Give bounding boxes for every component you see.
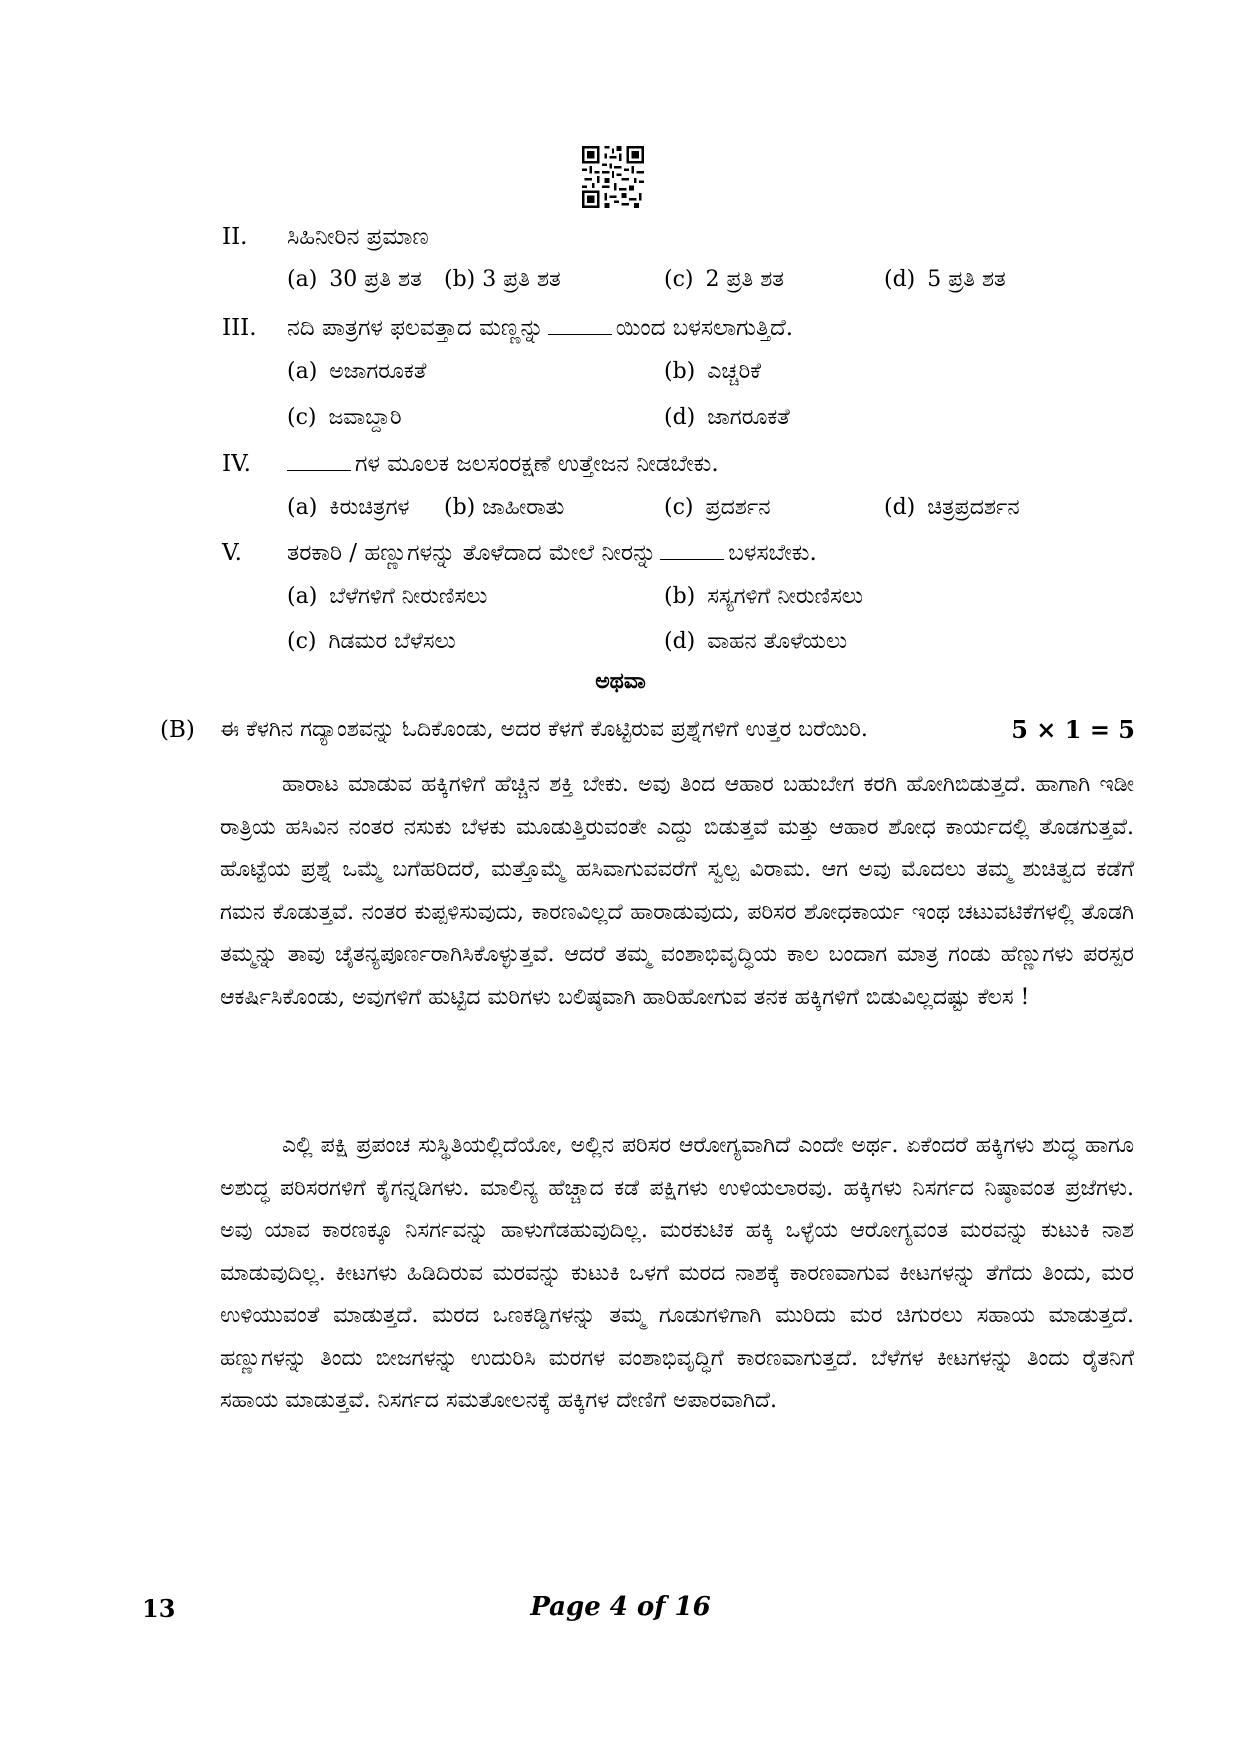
- section-b-instruction: ಈ ಕೆಳಗಿನ ಗದ್ಯಾಂಶವನ್ನು ಓದಿಕೊಂಡು, ಅದರ ಕೆಳಗೆ ಕೊಟ್ಟಿರುವ ಪ್ರಶ್ನೆಗಳಿಗೆ ಉತ್ತರ ಬರೆಯಿರಿ.: [220, 717, 868, 742]
- option-b: (b) ಜಾಹೀರಾತು: [444, 495, 565, 520]
- option-d: (d) ವಾಹನ ತೊಳೆಯಲು: [664, 629, 848, 654]
- option-a: (a) ಅಜಾಗರೂಕತೆ: [287, 359, 427, 384]
- option-d: (d) ಚಿತ್ರಪ್ರದರ್ಶನ: [884, 495, 1020, 520]
- option-a: (a) ಬೆಳೆಗಳಿಗೆ ನೀರುಣಿಸಲು: [287, 584, 488, 609]
- option-a: (a) ಕಿರುಚಿತ್ರಗಳ: [287, 495, 410, 520]
- option-d: (d) 5 ಪ್ರತಿ ಶತ: [884, 267, 1006, 292]
- option-d: (d) ಜಾಗರೂಕತೆ: [664, 405, 790, 430]
- question-stem: ನದಿ ಪಾತ್ರಗಳ ಫಲವತ್ತಾದ ಮಣ್ಣನ್ನು ಯಿಂದ ಬಳಸಲಾಗುತ್ತಿದೆ.: [287, 315, 794, 341]
- paper-code: 13: [142, 1594, 176, 1623]
- question-number: V.: [222, 540, 242, 566]
- answer-blank: [287, 450, 351, 471]
- section-b-label: (B): [160, 717, 195, 743]
- question-stem: ಗಳ ಮೂಲಕ ಜಲಸಂರಕ್ಷಣೆ ಉತ್ತೇಜನ ನೀಡಬೇಕು.: [287, 449, 719, 479]
- option-c: (c) ಗಿಡಮರ ಬೆಳೆಸಲು: [287, 629, 456, 654]
- or-separator: ಅಥವಾ: [595, 668, 646, 694]
- qr-code: [582, 146, 644, 208]
- question-number: II.: [222, 224, 248, 250]
- question-stem: ತರಕಾರಿ / ಹಣ್ಣುಗಳನ್ನು ತೊಳೆದಾದ ಮೇಲೆ ನೀರನ್ನು ಬಳಸಬೇಕು.: [287, 540, 817, 566]
- question-number: IV.: [222, 451, 251, 477]
- section-b-marks: 5 × 1 = 5: [1011, 715, 1135, 744]
- passage-paragraph-2: ಎಲ್ಲಿ ಪಕ್ಷಿ ಪ್ರಪಂಚ ಸುಸ್ಥಿತಿಯಲ್ಲಿದೆಯೋ, ಅಲ್ಲಿನ ಪರಿಸರ ಆರೋಗ್ಯವಾಗಿದೆ ಎಂದೇ ಅರ್ಥ. ಏಕೆಂದರೆ ಹಕ್ಕಿಗಳು ಶುದ್ಧ ಹಾಗೂ ಅಶುದ್ಧ ಪರಿಸರಗಳಿಗೆ ಕೈಗನ್ನಡಿಗಳು. ಮಾಲಿನ್ಯ ಹೆಚ್ಚಾದ ಕಡೆ ಪಕ್ಷಿಗಳು ಉಳಿಯಲಾರವು. ಹಕ್ಕಿಗಳು ನಿಸರ್ಗದ ನಿಷ್ಠಾವಂತ ಪ್ರಜೆಗಳು. ಅವು ಯಾವ ಕಾರಣಕ್ಕೂ ನಿಸರ್ಗವನ್ನು ಹಾಳುಗೆಡಹುವುದಿಲ್ಲ. ಮರಕುಟಿಕ ಹಕ್ಕಿ ಒಳ್ಳೆಯ ಆರೋಗ್ಯವಂತ ಮರವನ್ನು ಕುಟುಕಿ ನಾಶ ಮಾಡುವುದಿಲ್ಲ. ಕೀಟಗಳು ಹಿಡಿದಿರುವ ಮರವನ್ನು ಕುಟುಕಿ ಒಳಗೆ ಮರದ ನಾಶಕ್ಕೆ ಕಾರಣವಾಗುವ ಕೀಟಗಳನ್ನು ತೆಗೆದು ತಿಂದು, ಮರ ಉಳಿಯುವಂತೆ ಮಾಡುತ್ತದೆ. ಮರದ ಒಣಕಡ್ಡಿಗಳನ್ನು ತಮ್ಮ ಗೂಡುಗಳಿಗಾಗಿ ಮುರಿದು ಮರ ಚಿಗುರಲು ಸಹಾಯ ಮಾಡುತ್ತದೆ. ಹಣ್ಣುಗಳನ್ನು ತಿಂದು ಬೀಜಗಳನ್ನು ಉದುರಿಸಿ ಮರಗಳ ವಂಶಾಭಿವೃದ್ಧಿಗೆ ಕಾರಣವಾಗುತ್ತದೆ. ಬೆಳೆಗಳ ಕೀಟಗಳನ್ನು ತಿಂದು ರೈತನಿಗೆ ಸಹಾಯ ಮಾಡುತ್ತವೆ. ನಿಸರ್ಗದ ಸಮತೋಲನಕ್ಕೆ ಹಕ್ಕಿಗಳ ದೇಣಿಗೆ ಅಪಾರವಾಗಿದೆ.: [220, 1133, 1134, 1413]
- option-a: (a) 30 ಪ್ರತಿ ಶತ: [287, 267, 422, 292]
- option-b: (b) 3 ಪ್ರತಿ ಶತ: [444, 267, 561, 292]
- option-c: (c) ಜವಾಬ್ದಾರಿ: [287, 405, 402, 430]
- page-number: Page 4 of 16: [530, 1592, 711, 1622]
- option-b: (b) ಸಸ್ಯಗಳಿಗೆ ನೀರುಣಿಸಲು: [664, 584, 864, 609]
- answer-blank: [660, 539, 724, 560]
- question-number: III.: [222, 315, 257, 341]
- passage-paragraph-1: ಹಾರಾಟ ಮಾಡುವ ಹಕ್ಕಿಗಳಿಗೆ ಹೆಚ್ಚಿನ ಶಕ್ತಿ ಬೇಕು. ಅವು ತಿಂದ ಆಹಾರ ಬಹುಬೇಗ ಕರಗಿ ಹೋಗಿಬಿಡುತ್ತದೆ. ಹಾಗಾಗಿ ಇಡೀ ರಾತ್ರಿಯ ಹಸಿವಿನ ನಂತರ ನಸುಕು ಬೆಳಕು ಮೂಡುತ್ತಿರುವಂತೇ ಎದ್ದು ಬಿಡುತ್ತವೆ ಮತ್ತು ಆಹಾರ ಶೋಧ ಕಾರ್ಯದಲ್ಲಿ ತೊಡಗುತ್ತವೆ. ಹೊಟ್ಟೆಯ ಪ್ರಶ್ನೆ ಒಮ್ಮೆ ಬಗೆಹರಿದರೆ, ಮತ್ತೊಮ್ಮೆ ಹಸಿವಾಗುವವರೆಗೆ ಸ್ವಲ್ಪ ವಿರಾಮ. ಆಗ ಅವು ಮೊದಲು ತಮ್ಮ ಶುಚಿತ್ವದ ಕಡೆಗೆ ಗಮನ ಕೊಡುತ್ತವೆ. ನಂತರ ಕುಪ್ಪಳಿಸುವುದು, ಕಾರಣವಿಲ್ಲದೆ ಹಾರಾಡುವುದು, ಪರಿಸರ ಶೋಧಕಾರ್ಯ ಇಂಥ ಚಟುವಟಿಕೆಗಳಲ್ಲಿ ತೊಡಗಿ ತಮ್ಮನ್ನು ತಾವು ಚೈತನ್ಯಪೂರ್ಣರಾಗಿಸಿಕೊಳ್ಳುತ್ತವೆ. ಆದರೆ ತಮ್ಮ ವಂಶಾಭಿವೃದ್ಧಿಯ ಕಾಲ ಬಂದಾಗ ಮಾತ್ರ ಗಂಡು ಹೆಣ್ಣುಗಳು ಪರಸ್ಪರ ಆಕರ್ಷಿಸಿಕೊಂಡು, ಅವುಗಳಿಗೆ ಹುಟ್ಟಿದ ಮರಿಗಳು ಬಲಿಷ್ಠವಾಗಿ ಹಾರಿಹೋಗುವ ತನಕ ಹಕ್ಕಿಗಳಿಗೆ ಬಿಡುವಿಲ್ಲದಷ್ಟು ಕೆಲಸ !: [220, 772, 1134, 1010]
- option-b: (b) ಎಚ್ಚರಿಕೆ: [664, 359, 761, 384]
- option-c: (c) ಪ್ರದರ್ಶನ: [664, 495, 771, 520]
- question-stem: ಸಿಹಿನೀರಿನ ಪ್ರಮಾಣ: [287, 224, 429, 250]
- answer-blank: [548, 314, 612, 335]
- option-c: (c) 2 ಪ್ರತಿ ಶತ: [664, 267, 784, 292]
